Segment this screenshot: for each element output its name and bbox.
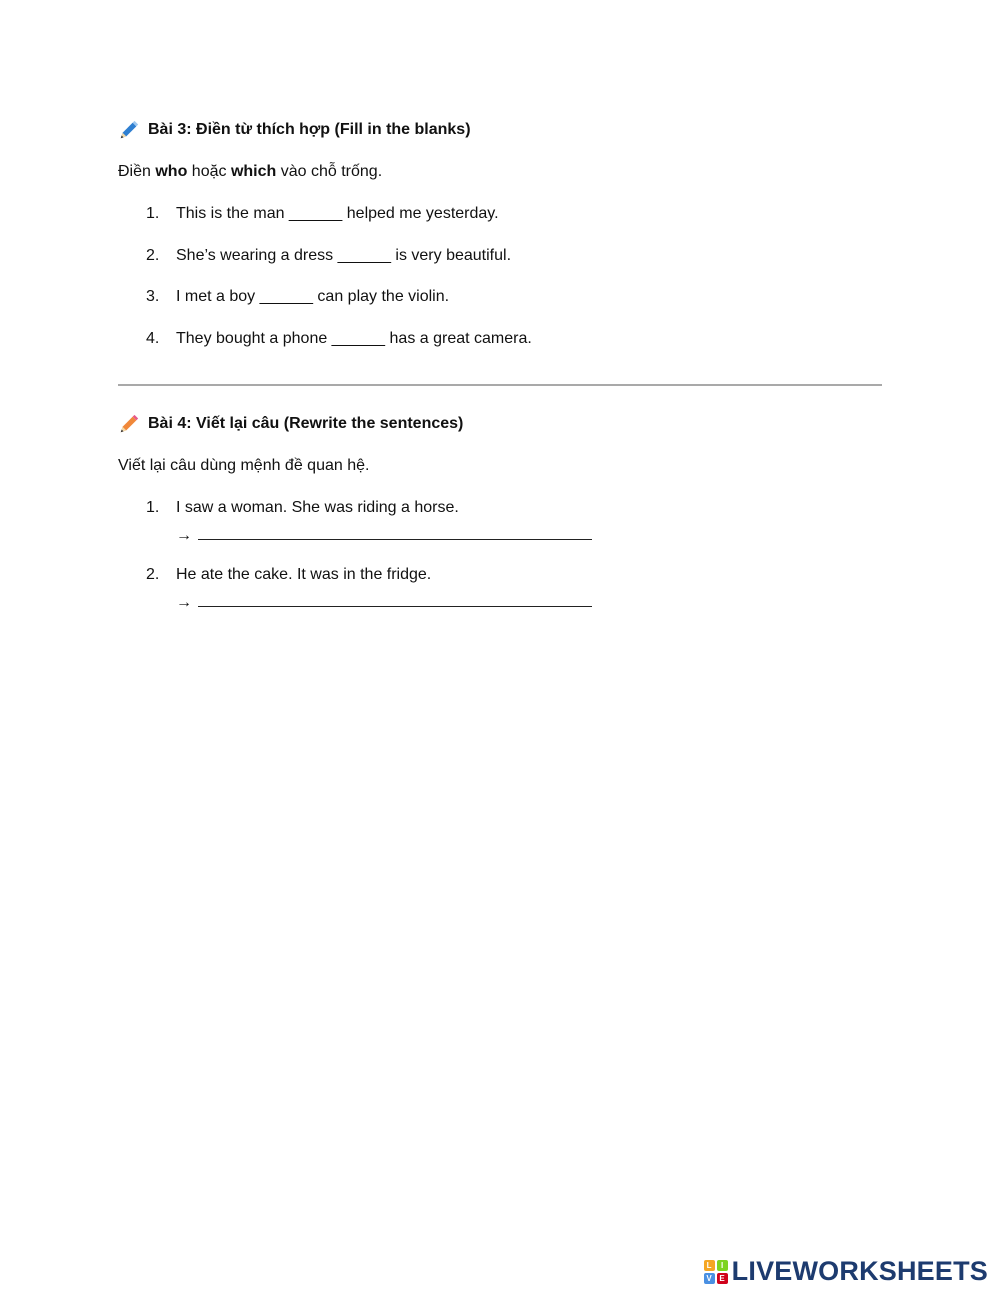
exercise-3-title-text: Bài 3: Điền từ thích hợp (Fill in the blanks): [148, 121, 471, 138]
item-sentence[interactable]: I met a boy ______ can play the violin.: [176, 288, 450, 305]
instruction-word-which: which: [230, 163, 277, 180]
logo-mark-letter: V: [704, 1273, 715, 1284]
item-number: 1.: [146, 499, 160, 516]
logo-mark-icon: [704, 1260, 728, 1284]
item-number: 1.: [146, 205, 160, 222]
exercise-3-title: [118, 119, 471, 141]
arrow-icon: →: [176, 527, 192, 544]
exercise-3-item: [146, 288, 449, 306]
item-sentence: He ate the cake. It was in the fridge.: [176, 566, 432, 583]
item-number: 4.: [146, 330, 160, 347]
section-divider: [118, 384, 882, 386]
item-number: 2.: [146, 566, 160, 583]
exercise-3-item: [146, 247, 511, 265]
liveworksheets-logo: [704, 1256, 988, 1287]
exercise-4-instruction: Viết lại câu dùng mệnh đề quan hệ.: [118, 457, 370, 474]
instruction-suffix: vào chỗ trống.: [276, 163, 383, 180]
item-number: 3.: [146, 288, 160, 305]
exercise-4-title-text: Bài 4: Viết lại câu (Rewrite the sentences): [148, 415, 464, 432]
pencil-blue-icon: [118, 119, 140, 141]
item-number: 2.: [146, 247, 160, 264]
exercise-4-item: [146, 499, 592, 545]
instruction-middle: hoặc: [187, 163, 231, 180]
answer-input[interactable]: [198, 592, 592, 607]
answer-line: [176, 525, 592, 545]
arrow-icon: →: [176, 594, 192, 611]
item-sentence[interactable]: They bought a phone ______ has a great camera.: [176, 330, 532, 347]
answer-line: [176, 592, 592, 612]
exercise-3-item: [146, 205, 499, 223]
exercise-4-title: [118, 413, 463, 435]
item-sentence[interactable]: This is the man ______ helped me yesterday.: [176, 205, 499, 222]
exercise-4-item: [146, 566, 592, 612]
answer-input[interactable]: [198, 525, 592, 540]
logo-text: LIVEWORKSHEETS: [731, 1256, 988, 1286]
logo-mark-letter: L: [704, 1260, 715, 1271]
item-content: [176, 566, 592, 612]
logo-mark-letter: I: [717, 1260, 728, 1271]
item-sentence: I saw a woman. She was riding a horse.: [176, 499, 459, 516]
item-content: [176, 499, 592, 545]
pencil-orange-icon: [118, 413, 140, 435]
exercise-3-instruction: [118, 163, 382, 181]
instruction-prefix: Điền: [118, 163, 156, 180]
exercise-3-item: [146, 330, 532, 348]
item-sentence[interactable]: She’s wearing a dress ______ is very beautiful.: [176, 247, 512, 264]
logo-mark-letter: E: [717, 1273, 728, 1284]
instruction-word-who: who: [155, 163, 188, 180]
